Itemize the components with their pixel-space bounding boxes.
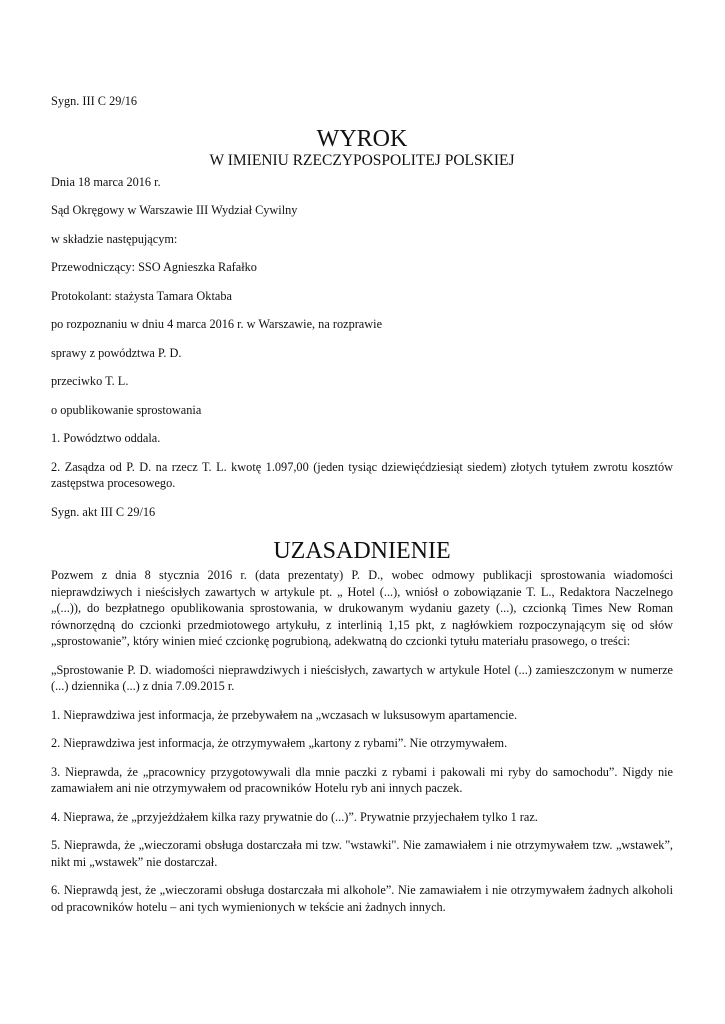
justification-paragraph: „Sprostowanie P. D. wiadomości nieprawdziwych i nieścisłych, zawartych w artykule Hotel (...) zamieszczonym w numerze (...) dziennika (...) z dnia 7.09.2015 r.	[51, 662, 673, 693]
justification-paragraph: 5. Nieprawda, że „wieczorami obsługa dostarczała mi tzw. "wstawki". Nie zamawiałem i nie otrzymywałem tzw. „wstawek”, nikt mi „wstawek” nie dostarczał.	[51, 838, 673, 869]
justification-paragraph: 1. Nieprawdziwa jest informacja, że przebywałem na „wczasach w luksusowym apartamencie.	[51, 707, 518, 722]
document-page	[51, 93, 673, 915]
verdict-title: WYROK	[316, 125, 408, 152]
justification-paragraph: 3. Nieprawda, że „pracownicy przygotowywali dla mnie paczki z rybami i pakowali mi ryby do samochodu”. Nigdy nie zamawiałem ani nie otrzymywałem od pracowników Hotelu ryb ani innych paczek.	[51, 764, 673, 795]
justification-signature: Sygn. akt III C 29/16	[51, 504, 156, 519]
presiding-judge: Przewodniczący: SSO Agnieszka Rafałko	[51, 260, 257, 274]
verdict-subtitle: W IMIENIU RZECZYPOSPOLITEJ POLSKIEJ	[209, 151, 515, 169]
court-name: Sąd Okręgowy w Warszawie III Wydział Cywilny	[51, 203, 298, 217]
plaintiff: sprawy z powództwa P. D.	[51, 345, 182, 360]
verdict-date: Dnia 18 marca 2016 r.	[51, 174, 161, 189]
case-subject: o opublikowanie sprostowania	[51, 402, 202, 417]
justification-paragraph: 4. Nieprawa, że „przyjeżdżałem kilka razy prywatnie do (...)”. Prywatnie przyjechałem tylko 1 raz.	[51, 809, 538, 824]
defendant: przeciwko T. L.	[51, 374, 129, 388]
justification-title: UZASADNIENIE	[273, 538, 451, 564]
case-signature: Sygn. III C 29/16	[51, 94, 138, 108]
ruling-item: 2. Zasądza od P. D. na rzecz T. L. kwotę 1.097,00 (jeden tysiąc dziewięćdziesiąt siedem) złotych tytułem zwrotu kosztów zastępstwa procesowego.	[51, 459, 673, 490]
justification-paragraph: 2. Nieprawdziwa jest informacja, że otrzymywałem „kartony z rybami”. Nie otrzymywałem.	[51, 736, 508, 750]
hearing-info: po rozpoznaniu w dniu 4 marca 2016 r. w Warszawie, na rozprawie	[51, 317, 383, 331]
panel-composition: w składzie następującym:	[51, 231, 178, 246]
court-clerk: Protokolant: stażysta Tamara Oktaba	[51, 288, 232, 303]
justification-paragraph: Pozwem z dnia 8 stycznia 2016 r. (data prezentaty) P. D., wobec odmowy publikacji sprostowania wiadomości nieprawdziwych i nieścisłych zawartych w artykule pt. „ Hotel (...), wniósł o zobowiązanie T. L., Redaktora Naczelnego „(...)), do bezpłatnego opublikowania sprostowania, w drukowanym wydaniu gazety (...), czcionką Times New Roman równorzędną do czcionki przedmiotowego artykułu, z interlinią 1,15 pkt, z nagłówkiem rozpoczynającym się od słów „sprostowanie”, który winien mieć czcionkę pogrubioną, adekwatną do czcionki tytułu materiału prasowego, o treści:	[51, 568, 673, 648]
justification-paragraph: 6. Nieprawdą jest, że „wieczorami obsługa dostarczała mi alkohole”. Nie zamawiałem i nie otrzymywałem żadnych alkoholi od pracowników hotelu – ani tych wymienionych w tekście ani żadnych innych.	[51, 883, 673, 914]
ruling-item: 1. Powództwo oddala.	[51, 431, 161, 445]
